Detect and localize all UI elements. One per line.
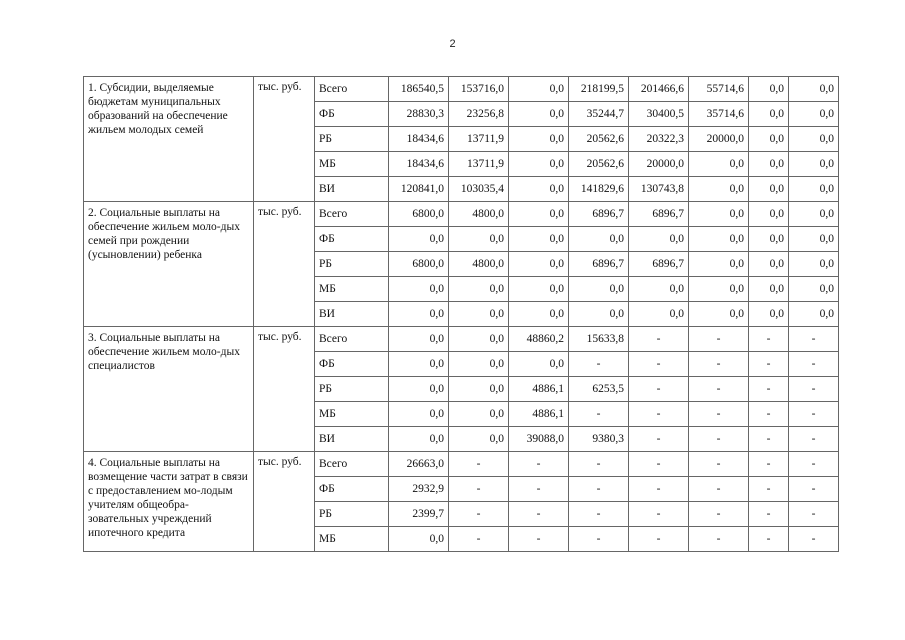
value-cell: - bbox=[689, 377, 749, 402]
value-cell: 4886,1 bbox=[509, 402, 569, 427]
measure-name-cell: 1. Субсидии, выделяемые бюджетам муниципальных образований на обеспечение жильем молодых семей bbox=[84, 77, 254, 202]
value-cell: 30400,5 bbox=[629, 102, 689, 127]
value-cell: - bbox=[689, 452, 749, 477]
value-cell: - bbox=[569, 352, 629, 377]
value-cell: 0,0 bbox=[509, 252, 569, 277]
value-cell: 48860,2 bbox=[509, 327, 569, 352]
value-cell: 0,0 bbox=[689, 152, 749, 177]
value-cell: 0,0 bbox=[749, 77, 789, 102]
value-cell: 186540,5 bbox=[389, 77, 449, 102]
value-cell: 0,0 bbox=[389, 402, 449, 427]
unit-cell: тыс. руб. bbox=[254, 327, 315, 452]
funding-source-cell: ВИ bbox=[315, 427, 389, 452]
value-cell: - bbox=[789, 452, 839, 477]
value-cell: - bbox=[749, 527, 789, 552]
funding-source-cell: ВИ bbox=[315, 302, 389, 327]
value-cell: 0,0 bbox=[749, 102, 789, 127]
value-cell: 0,0 bbox=[449, 277, 509, 302]
value-cell: 20000,0 bbox=[629, 152, 689, 177]
table-row bbox=[84, 77, 839, 102]
value-cell: - bbox=[629, 527, 689, 552]
value-cell: 55714,6 bbox=[689, 77, 749, 102]
measure-name-cell: 3. Социальные выплаты на обеспечение жильем моло-дых специалистов bbox=[84, 327, 254, 452]
value-cell: - bbox=[569, 402, 629, 427]
value-cell: - bbox=[629, 502, 689, 527]
value-cell: - bbox=[569, 527, 629, 552]
value-cell: - bbox=[749, 452, 789, 477]
value-cell: 0,0 bbox=[509, 102, 569, 127]
value-cell: 218199,5 bbox=[569, 77, 629, 102]
value-cell: - bbox=[509, 477, 569, 502]
value-cell: 0,0 bbox=[449, 352, 509, 377]
value-cell: 13711,9 bbox=[449, 152, 509, 177]
value-cell: 0,0 bbox=[789, 152, 839, 177]
value-cell: - bbox=[629, 452, 689, 477]
value-cell: 0,0 bbox=[689, 302, 749, 327]
value-cell: 0,0 bbox=[689, 202, 749, 227]
value-cell: 0,0 bbox=[789, 127, 839, 152]
funding-source-cell: РБ bbox=[315, 502, 389, 527]
value-cell: 15633,8 bbox=[569, 327, 629, 352]
value-cell: 141829,6 bbox=[569, 177, 629, 202]
value-cell: 0,0 bbox=[509, 77, 569, 102]
value-cell: 0,0 bbox=[789, 77, 839, 102]
value-cell: 0,0 bbox=[389, 227, 449, 252]
value-cell: - bbox=[449, 502, 509, 527]
value-cell: 0,0 bbox=[749, 227, 789, 252]
value-cell: 0,0 bbox=[389, 327, 449, 352]
unit-cell: тыс. руб. bbox=[254, 452, 315, 552]
value-cell: 0,0 bbox=[449, 227, 509, 252]
value-cell: - bbox=[789, 402, 839, 427]
value-cell: - bbox=[749, 477, 789, 502]
value-cell: 0,0 bbox=[389, 302, 449, 327]
value-cell: 0,0 bbox=[509, 152, 569, 177]
funding-source-cell: РБ bbox=[315, 377, 389, 402]
value-cell: - bbox=[569, 452, 629, 477]
value-cell: 0,0 bbox=[789, 302, 839, 327]
value-cell: - bbox=[449, 452, 509, 477]
budget-table-body bbox=[84, 77, 839, 552]
value-cell: - bbox=[749, 402, 789, 427]
value-cell: 0,0 bbox=[449, 327, 509, 352]
value-cell: 0,0 bbox=[389, 352, 449, 377]
value-cell: 4886,1 bbox=[509, 377, 569, 402]
value-cell: 0,0 bbox=[389, 427, 449, 452]
value-cell: - bbox=[689, 527, 749, 552]
value-cell: 0,0 bbox=[509, 302, 569, 327]
value-cell: 0,0 bbox=[569, 227, 629, 252]
table-row bbox=[84, 202, 839, 227]
value-cell: 2399,7 bbox=[389, 502, 449, 527]
value-cell: 0,0 bbox=[689, 252, 749, 277]
value-cell: - bbox=[789, 352, 839, 377]
value-cell: 103035,4 bbox=[449, 177, 509, 202]
funding-source-cell: Всего bbox=[315, 77, 389, 102]
value-cell: 0,0 bbox=[629, 227, 689, 252]
value-cell: 0,0 bbox=[689, 177, 749, 202]
value-cell: - bbox=[629, 477, 689, 502]
measure-name-cell: 4. Социальные выплаты на возмещение части затрат в связи с предоставлением мо-лодым учителям общеобра-зовательных учреждений ипотечного кредита bbox=[84, 452, 254, 552]
value-cell: 0,0 bbox=[689, 277, 749, 302]
value-cell: 35714,6 bbox=[689, 102, 749, 127]
value-cell: 153716,0 bbox=[449, 77, 509, 102]
value-cell: 130743,8 bbox=[629, 177, 689, 202]
value-cell: 20562,6 bbox=[569, 152, 629, 177]
unit-cell: тыс. руб. bbox=[254, 77, 315, 202]
value-cell: 35244,7 bbox=[569, 102, 629, 127]
value-cell: - bbox=[749, 352, 789, 377]
funding-source-cell: РБ bbox=[315, 127, 389, 152]
value-cell: - bbox=[789, 502, 839, 527]
value-cell: - bbox=[629, 377, 689, 402]
funding-source-cell: МБ bbox=[315, 152, 389, 177]
value-cell: - bbox=[569, 502, 629, 527]
value-cell: 20562,6 bbox=[569, 127, 629, 152]
value-cell: 0,0 bbox=[689, 227, 749, 252]
value-cell: 6896,7 bbox=[629, 252, 689, 277]
value-cell: - bbox=[629, 327, 689, 352]
value-cell: - bbox=[509, 452, 569, 477]
value-cell: 0,0 bbox=[749, 252, 789, 277]
value-cell: 0,0 bbox=[389, 527, 449, 552]
value-cell: - bbox=[689, 477, 749, 502]
value-cell: 0,0 bbox=[389, 277, 449, 302]
value-cell: 0,0 bbox=[789, 227, 839, 252]
value-cell: - bbox=[629, 427, 689, 452]
value-cell: - bbox=[689, 427, 749, 452]
funding-source-cell: МБ bbox=[315, 402, 389, 427]
value-cell: 20322,3 bbox=[629, 127, 689, 152]
value-cell: - bbox=[749, 327, 789, 352]
value-cell: 4800,0 bbox=[449, 252, 509, 277]
funding-source-cell: ФБ bbox=[315, 477, 389, 502]
value-cell: 120841,0 bbox=[389, 177, 449, 202]
value-cell: - bbox=[749, 377, 789, 402]
value-cell: 18434,6 bbox=[389, 127, 449, 152]
value-cell: 0,0 bbox=[789, 252, 839, 277]
value-cell: 4800,0 bbox=[449, 202, 509, 227]
value-cell: 6896,7 bbox=[629, 202, 689, 227]
value-cell: 0,0 bbox=[509, 352, 569, 377]
value-cell: 0,0 bbox=[789, 202, 839, 227]
value-cell: 0,0 bbox=[509, 177, 569, 202]
value-cell: 20000,0 bbox=[689, 127, 749, 152]
value-cell: 0,0 bbox=[509, 277, 569, 302]
funding-source-cell: МБ bbox=[315, 527, 389, 552]
value-cell: 0,0 bbox=[449, 402, 509, 427]
value-cell: - bbox=[789, 427, 839, 452]
value-cell: 0,0 bbox=[749, 127, 789, 152]
value-cell: 2932,9 bbox=[389, 477, 449, 502]
value-cell: 6253,5 bbox=[569, 377, 629, 402]
funding-source-cell: ФБ bbox=[315, 102, 389, 127]
value-cell: 0,0 bbox=[749, 202, 789, 227]
value-cell: 0,0 bbox=[449, 377, 509, 402]
value-cell: 0,0 bbox=[389, 377, 449, 402]
measure-name-cell: 2. Социальные выплаты на обеспечение жильем моло-дых семей при рождении (усыновлении) ребенка bbox=[84, 202, 254, 327]
value-cell: 28830,3 bbox=[389, 102, 449, 127]
unit-cell: тыс. руб. bbox=[254, 202, 315, 327]
value-cell: 0,0 bbox=[509, 227, 569, 252]
funding-source-cell: Всего bbox=[315, 327, 389, 352]
value-cell: 9380,3 bbox=[569, 427, 629, 452]
table-row bbox=[84, 327, 839, 352]
value-cell: 39088,0 bbox=[509, 427, 569, 452]
value-cell: 0,0 bbox=[569, 302, 629, 327]
value-cell: 6896,7 bbox=[569, 202, 629, 227]
value-cell: - bbox=[689, 502, 749, 527]
value-cell: - bbox=[789, 327, 839, 352]
value-cell: 201466,6 bbox=[629, 77, 689, 102]
value-cell: 13711,9 bbox=[449, 127, 509, 152]
value-cell: 0,0 bbox=[749, 277, 789, 302]
value-cell: 0,0 bbox=[749, 152, 789, 177]
value-cell: 6800,0 bbox=[389, 252, 449, 277]
value-cell: 0,0 bbox=[629, 302, 689, 327]
value-cell: 0,0 bbox=[449, 427, 509, 452]
value-cell: 0,0 bbox=[569, 277, 629, 302]
value-cell: - bbox=[749, 502, 789, 527]
funding-source-cell: ФБ bbox=[315, 227, 389, 252]
value-cell: 6896,7 bbox=[569, 252, 629, 277]
table-row bbox=[84, 452, 839, 477]
value-cell: - bbox=[509, 527, 569, 552]
value-cell: - bbox=[689, 327, 749, 352]
value-cell: - bbox=[789, 527, 839, 552]
value-cell: - bbox=[449, 527, 509, 552]
value-cell: 0,0 bbox=[449, 302, 509, 327]
value-cell: - bbox=[509, 502, 569, 527]
value-cell: - bbox=[789, 477, 839, 502]
funding-source-cell: ФБ bbox=[315, 352, 389, 377]
value-cell: 18434,6 bbox=[389, 152, 449, 177]
budget-table bbox=[83, 76, 839, 552]
page-number: 2 bbox=[449, 38, 456, 50]
value-cell: - bbox=[629, 402, 689, 427]
value-cell: 0,0 bbox=[789, 102, 839, 127]
value-cell: 0,0 bbox=[509, 127, 569, 152]
funding-source-cell: МБ bbox=[315, 277, 389, 302]
value-cell: - bbox=[789, 377, 839, 402]
value-cell: 23256,8 bbox=[449, 102, 509, 127]
value-cell: 0,0 bbox=[509, 202, 569, 227]
value-cell: - bbox=[569, 477, 629, 502]
funding-source-cell: Всего bbox=[315, 202, 389, 227]
value-cell: - bbox=[749, 427, 789, 452]
value-cell: - bbox=[449, 477, 509, 502]
value-cell: 0,0 bbox=[789, 277, 839, 302]
value-cell: 0,0 bbox=[749, 302, 789, 327]
value-cell: 0,0 bbox=[749, 177, 789, 202]
funding-source-cell: ВИ bbox=[315, 177, 389, 202]
funding-source-cell: РБ bbox=[315, 252, 389, 277]
funding-source-cell: Всего bbox=[315, 452, 389, 477]
value-cell: - bbox=[689, 352, 749, 377]
value-cell: - bbox=[629, 352, 689, 377]
value-cell: 0,0 bbox=[789, 177, 839, 202]
value-cell: 26663,0 bbox=[389, 452, 449, 477]
value-cell: - bbox=[689, 402, 749, 427]
value-cell: 0,0 bbox=[629, 277, 689, 302]
value-cell: 6800,0 bbox=[389, 202, 449, 227]
